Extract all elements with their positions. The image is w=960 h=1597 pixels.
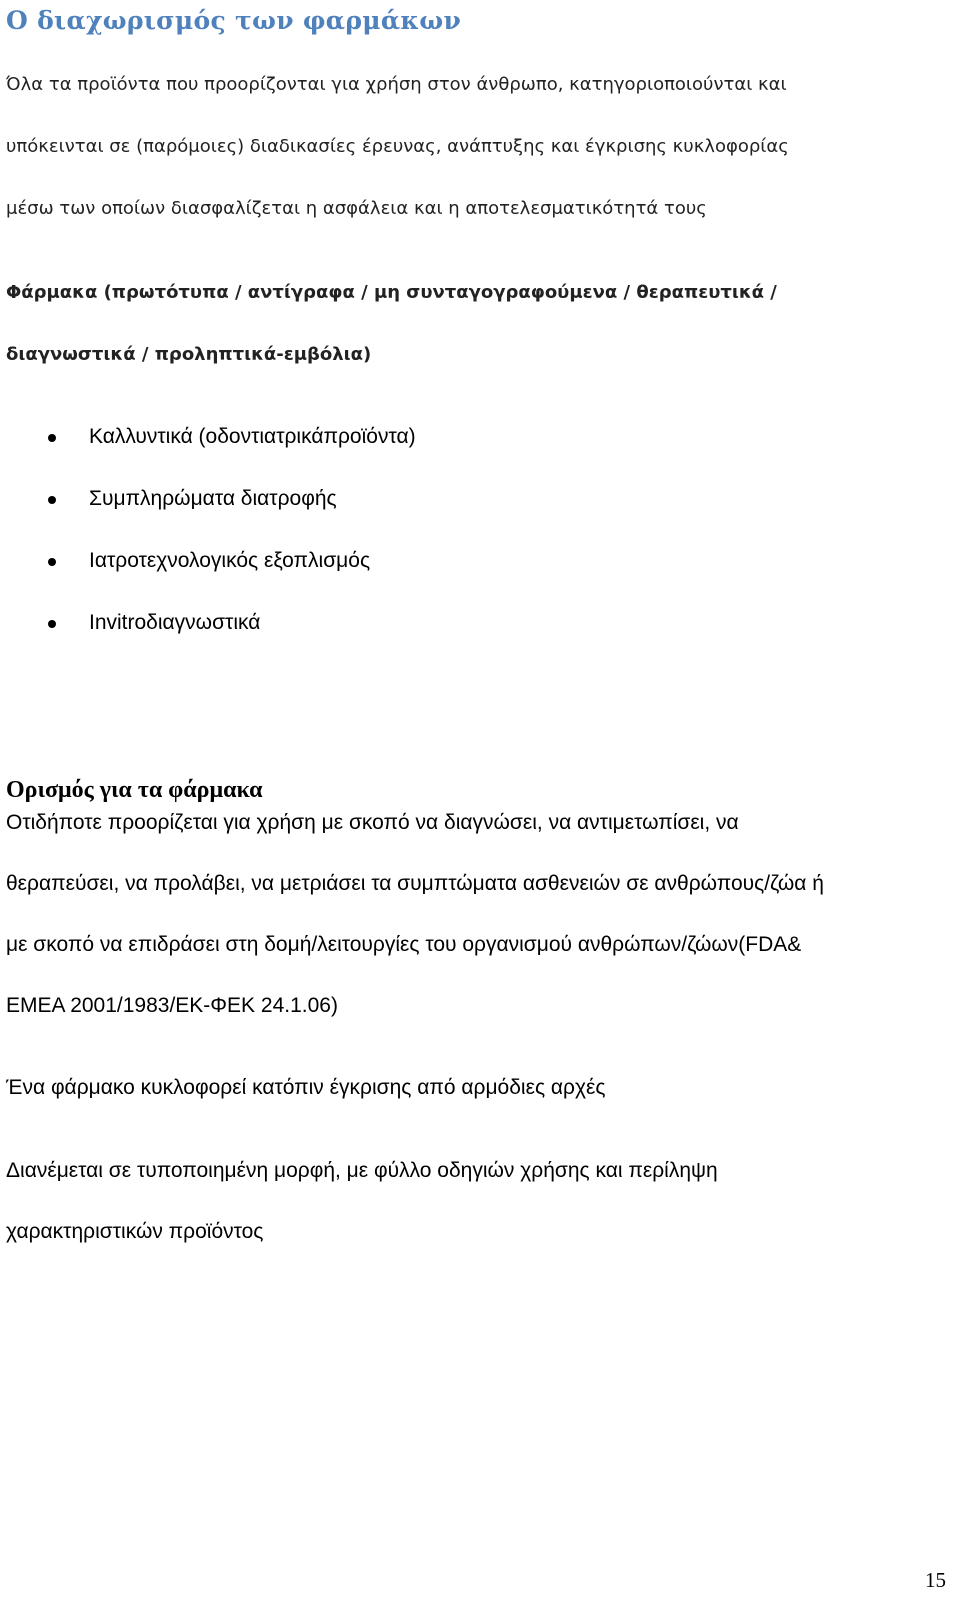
list-item-label: Ιατροτεχνολογικός εξοπλισμός (89, 549, 371, 572)
definition-line-1: Οτιδήποτε προορίζεται για χρήση με σκοπό να διαγνώσει, να αντιμετωπίσει, να (6, 811, 739, 834)
bullet-icon (48, 434, 56, 442)
list-item (48, 425, 416, 449)
list-item (48, 611, 261, 635)
definition-line-4: EMEA 2001/1983/ΕΚ-ΦΕΚ 24.1.06) (6, 994, 338, 1017)
bullet-icon (48, 496, 56, 504)
list-item-label: Καλλυντικά (οδοντιατρικάπροϊόντα) (89, 425, 416, 448)
intro-line-1: Όλα τα προϊόντα που προορίζονται για χρήση στον άνθρωπο, κατηγοριοποιούνται και (6, 74, 787, 95)
list-item-label: Invitroδιαγνωστικά (89, 611, 261, 634)
distribution-line-2: χαρακτηριστικών προϊόντος (6, 1220, 264, 1243)
list-item (48, 487, 337, 511)
drug-categories-line-1: Φάρμακα (πρωτότυπα / αντίγραφα / μη συνταγογραφούμενα / θεραπευτικά / (6, 282, 777, 303)
drug-categories-line-2: διαγνωστικά / προληπτικά-εμβόλια) (6, 344, 372, 365)
page-number: 15 (925, 1568, 946, 1592)
bullet-icon (48, 558, 56, 566)
definition-heading: Ορισμός για τα φάρμακα (6, 777, 263, 803)
intro-line-3: μέσω των οποίων διασφαλίζεται η ασφάλεια και η αποτελεσματικότητά τους (6, 198, 707, 219)
definition-line-3: με σκοπό να επιδράσει στη δομή/λειτουργίες του οργανισμού ανθρώπων/ζώων(FDA& (6, 933, 802, 956)
definition-line-2: θεραπεύσει, να προλάβει, να μετριάσει τα συμπτώματα ασθενειών σε ανθρώπους/ζώα ή (6, 872, 824, 895)
bullet-icon (48, 620, 56, 628)
page-title: Ο διαχωρισμός των φαρμάκων (6, 6, 462, 35)
list-item (48, 549, 371, 573)
list-item-label: Συμπληρώματα διατροφής (89, 487, 337, 510)
intro-line-2: υπόκεινται σε (παρόμοιες) διαδικασίες έρευνας, ανάπτυξης και έγκρισης κυκλοφορίας (6, 136, 789, 157)
circulation-statement: Ένα φάρμακο κυκλοφορεί κατόπιν έγκρισης από αρμόδιες αρχές (6, 1076, 606, 1099)
distribution-line-1: Διανέμεται σε τυποποιημένη μορφή, με φύλλο οδηγιών χρήσης και περίληψη (6, 1159, 718, 1182)
